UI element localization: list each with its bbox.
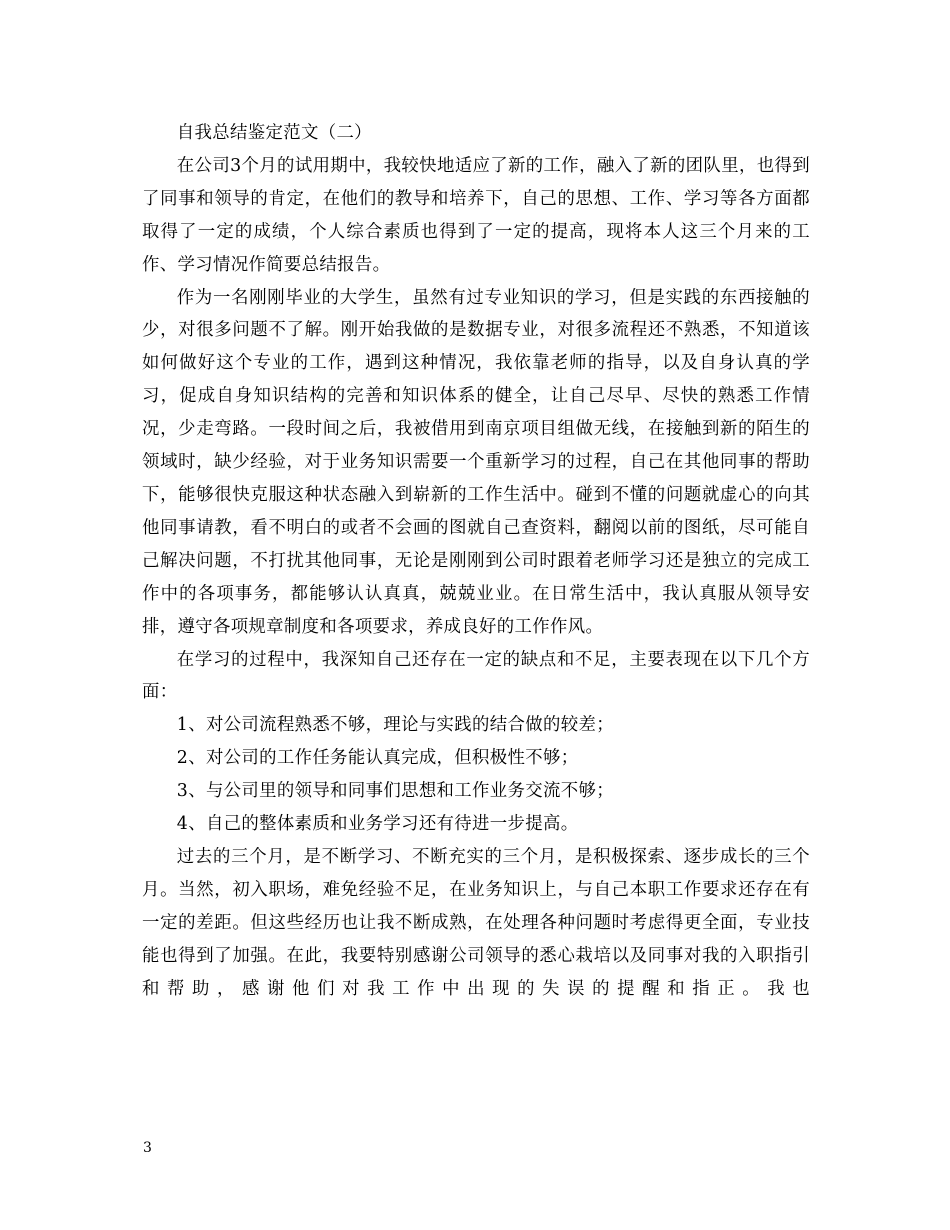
document-title: 自我总结鉴定范文（二）	[176, 123, 372, 143]
document-body	[142, 117, 810, 1005]
paragraph-shortcomings-intro: 在学习的过程中，我深知自己还存在一定的缺点和不足，主要表现在以下几个方面：	[142, 649, 810, 703]
page-number: 3	[143, 1140, 152, 1156]
paragraph-experience: 作为一名刚刚毕业的大学生，虽然有过专业知识的学习，但是实践的东西接触的少，对很多问题不了解。刚开始我做的是数据专业，对很多流程还不熟悉，不知道该如何做好这个专业的工作，遇到这种情况，我依靠老师的指导，以及自身认真的学习，促成自身知识结构的完善和知识体系的健全，让自己尽早、尽快的熟悉工作情况，少走弯路。一段时间之后，我被借用到南京项目组做无线，在接触到新的陌生的领域时，缺少经验，对于业务知识需要一个重新学习的过程，自己在其他同事的帮助下，能够很快克服这种状态融入到崭新的工作生活中。碰到不懂的问题就虚心的向其他同事请教，看不明白的或者不会画的图就自己查资料，翻阅以前的图纸，尽可能自己解决问题，不打扰其他同事，无论是刚刚到公司时跟着老师学习还是独立的完成工作中的各项事务，都能够认认真真，兢兢业业。在日常生活中，我认真服从领导安排，遵守各项规章制度和各项要求，养成良好的工作作风。	[142, 287, 810, 637]
list-item-shortcoming-3: 3、与公司里的领导和同事们思想和工作业务交流不够；	[176, 781, 614, 802]
paragraph-intro: 在公司3个月的试用期中，我较快地适应了新的工作，融入了新的团队里，也得到了同事和领导的肯定，在他们的教导和培养下，自己的思想、工作、学习等各方面都取得了一定的成绩，个人综合素质也得到了一定的提高，现将本人这三个月来的工作、学习情况作简要总结报告。	[142, 155, 810, 275]
list-item-shortcoming-1: 1、对公司流程熟悉不够，理论与实践的结合做的较差；	[176, 715, 614, 736]
list-item-shortcoming-2: 2、对公司的工作任务能认真完成，但积极性不够；	[176, 748, 579, 769]
paragraph-conclusion: 过去的三个月，是不断学习、不断充实的三个月，是积极探索、逐步成长的三个月。当然，初入职场，难免经验不足，在业务知识上，与自己本职工作要求还存在有一定的差距。但这些经历也让我不断成熟，在处理各种问题时考虑得更全面，专业技能也得到了加强。在此，我要特别感谢公司领导的悉心栽培以及同事对我的入职指引和帮助，感谢他们对我工作中出现的失误的提醒和指正。我也	[142, 846, 810, 999]
list-item-shortcoming-4: 4、自己的整体素质和业务学习还有待进一步提高。	[176, 814, 579, 835]
